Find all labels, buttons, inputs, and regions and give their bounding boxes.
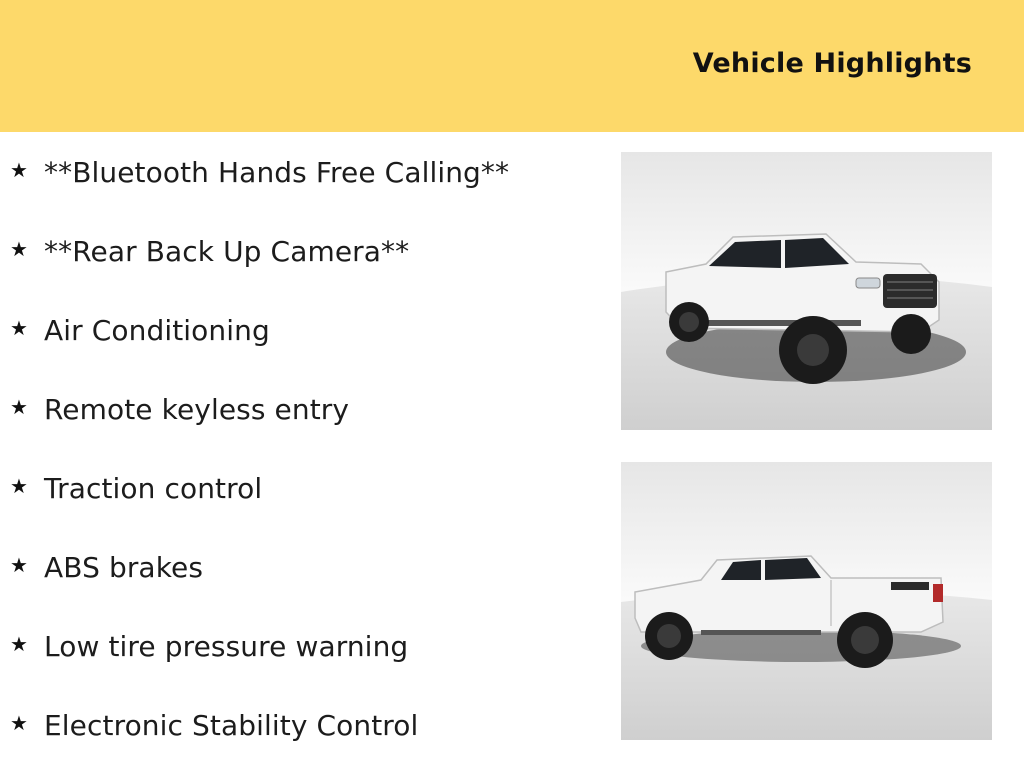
feature-label: Traction control bbox=[44, 471, 263, 505]
list-item bbox=[10, 705, 418, 745]
feature-label: ABS brakes bbox=[44, 550, 204, 584]
list-item bbox=[10, 231, 409, 271]
list-item bbox=[10, 152, 509, 192]
feature-label: Air Conditioning bbox=[44, 313, 270, 347]
list-item bbox=[10, 626, 408, 666]
star-icon: ★ bbox=[10, 474, 28, 498]
feature-label: **Bluetooth Hands Free Calling** bbox=[44, 155, 510, 189]
page-title: Vehicle Highlights bbox=[692, 48, 972, 79]
feature-label: **Rear Back Up Camera** bbox=[44, 234, 410, 268]
list-item bbox=[10, 468, 262, 508]
vehicle-photo-front bbox=[621, 152, 992, 430]
header-banner bbox=[0, 0, 1024, 132]
list-item bbox=[10, 547, 203, 587]
list-item bbox=[10, 310, 270, 350]
star-icon: ★ bbox=[10, 711, 28, 735]
star-icon: ★ bbox=[10, 158, 28, 182]
star-icon: ★ bbox=[10, 316, 28, 340]
star-icon: ★ bbox=[10, 237, 28, 261]
star-icon: ★ bbox=[10, 553, 28, 577]
star-icon: ★ bbox=[10, 395, 28, 419]
vehicle-photo-side bbox=[621, 462, 992, 740]
feature-label: Low tire pressure warning bbox=[44, 629, 409, 663]
feature-label: Remote keyless entry bbox=[44, 392, 350, 426]
list-item bbox=[10, 389, 349, 429]
feature-label: Electronic Stability Control bbox=[44, 708, 419, 742]
star-icon: ★ bbox=[10, 632, 28, 656]
